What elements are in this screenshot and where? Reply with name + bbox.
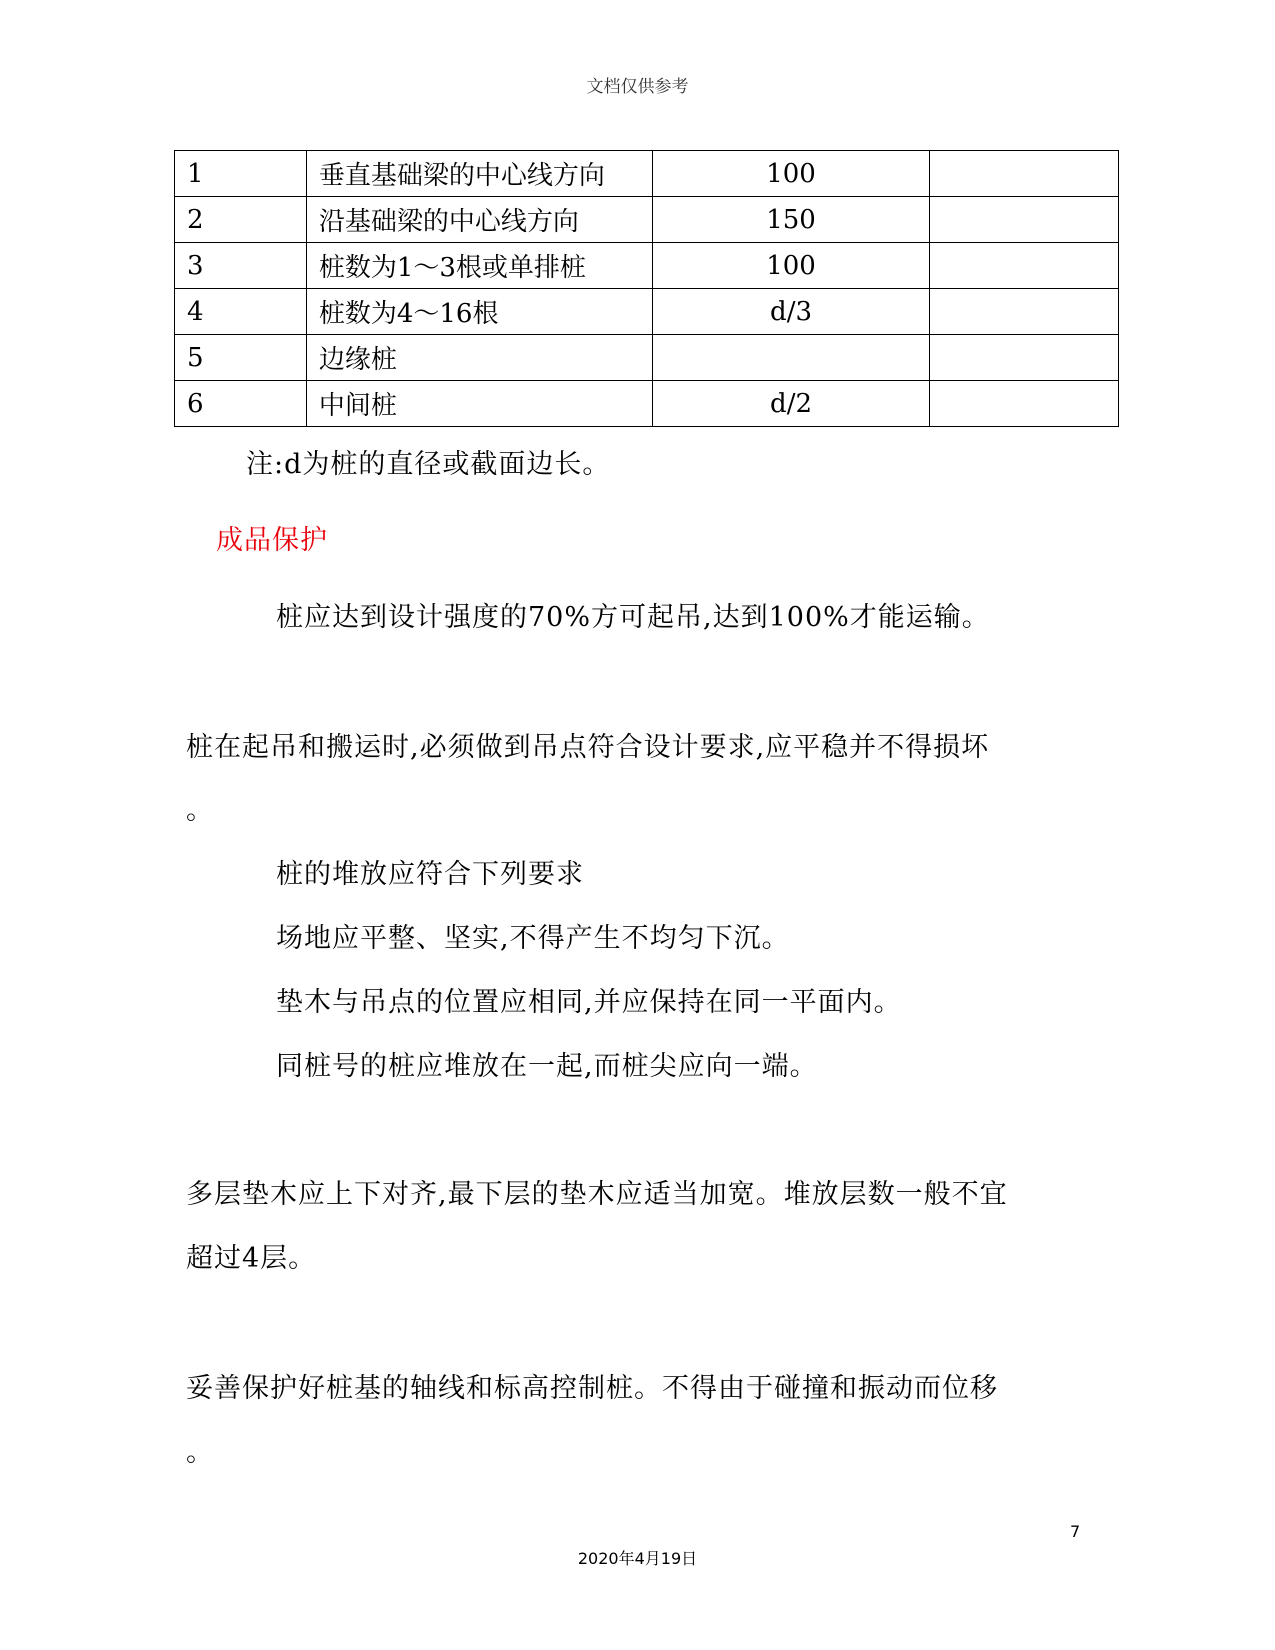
row-item: 桩数为1～3根或单排桩 [306, 243, 652, 289]
table-note: 注:d为桩的直径或截面边长。 [246, 449, 611, 480]
row-value: d/2 [652, 381, 930, 427]
paragraph: 同桩号的桩应堆放在一起,而桩尖应向一端。 [276, 1051, 818, 1082]
table-row [175, 381, 1119, 427]
paragraph-continuation: 超过4层。 [186, 1243, 317, 1274]
row-extra [930, 381, 1119, 427]
paragraph: 桩在起吊和搬运时,必须做到吊点符合设计要求,应平稳并不得损坏 [186, 732, 990, 763]
row-item: 沿基础梁的中心线方向 [306, 197, 652, 243]
row-item: 中间桩 [306, 381, 652, 427]
row-extra [930, 243, 1119, 289]
paragraph: 垫木与吊点的位置应相同,并应保持在同一平面内。 [276, 987, 902, 1018]
row-extra [930, 197, 1119, 243]
paragraph: 妥善保护好桩基的轴线和标高控制桩。不得由于碰撞和振动而位移 [186, 1373, 998, 1404]
page-footer-date: 2020年4月19日 [577, 1549, 698, 1568]
paragraph-continuation: 。 [186, 795, 214, 826]
row-extra [930, 335, 1119, 381]
row-item: 桩数为4～16根 [306, 289, 652, 335]
section-title: 成品保护 [216, 525, 328, 556]
table-row [175, 243, 1119, 289]
table-row [175, 335, 1119, 381]
paragraph: 多层垫木应上下对齐,最下层的垫木应适当加宽。堆放层数一般不宜 [186, 1179, 1008, 1210]
row-value: 100 [652, 243, 930, 289]
table-row [175, 151, 1119, 197]
row-extra [930, 151, 1119, 197]
row-number: 4 [175, 289, 307, 335]
page-number: 7 [1070, 1522, 1081, 1541]
row-number: 5 [175, 335, 307, 381]
row-value: 100 [652, 151, 930, 197]
row-value: 150 [652, 197, 930, 243]
paragraph: 桩应达到设计强度的70%方可起吊,达到100%才能运输。 [276, 602, 990, 633]
row-number: 1 [175, 151, 307, 197]
tolerance-table [174, 150, 1119, 427]
paragraph-continuation: 。 [186, 1437, 214, 1468]
row-number: 6 [175, 381, 307, 427]
row-value: d/3 [652, 289, 930, 335]
row-item: 垂直基础梁的中心线方向 [306, 151, 652, 197]
row-number: 3 [175, 243, 307, 289]
table-row [175, 289, 1119, 335]
table-row [175, 197, 1119, 243]
row-extra [930, 289, 1119, 335]
page-header: 文档仅供参考 [586, 77, 689, 97]
row-number: 2 [175, 197, 307, 243]
paragraph: 桩的堆放应符合下列要求 [276, 859, 584, 890]
row-value [652, 335, 930, 381]
paragraph: 场地应平整、坚实,不得产生不均匀下沉。 [276, 923, 790, 954]
row-item: 边缘桩 [306, 335, 652, 381]
